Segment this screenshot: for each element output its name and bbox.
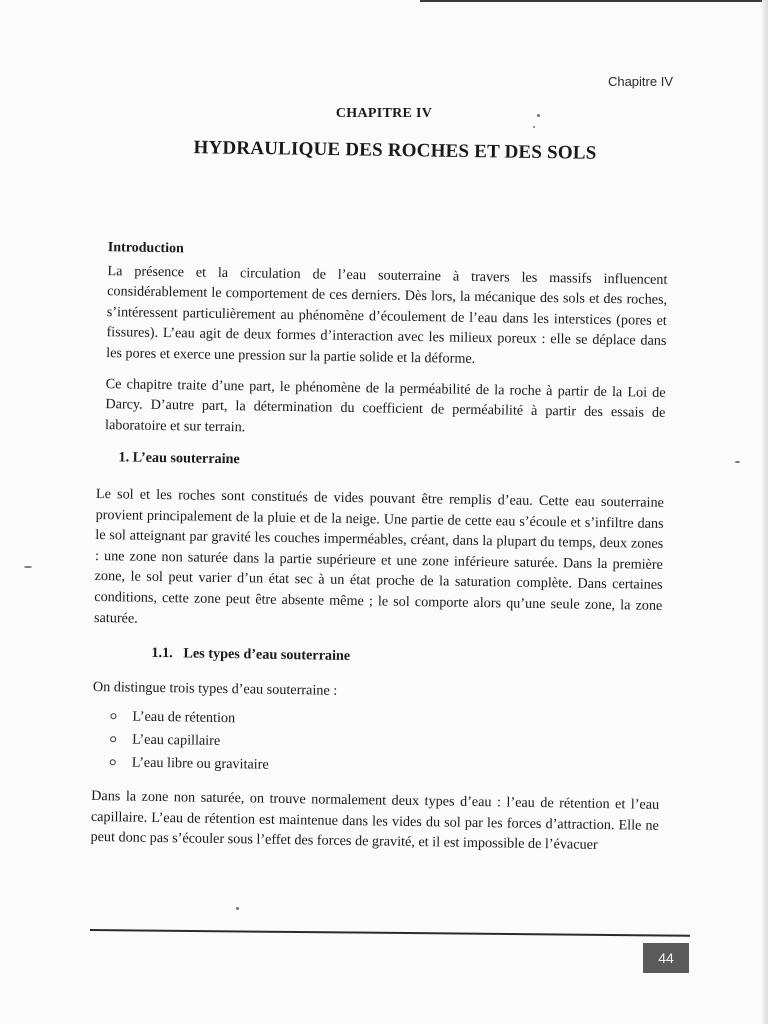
list-item-text: L’eau de rétention [132,708,236,727]
scan-speck [24,566,32,568]
scan-speck [533,126,535,128]
scan-speck [735,461,740,463]
list-item-text: L’eau capillaire [131,731,221,750]
body-text [90,238,668,857]
bullet-icon [110,714,116,720]
section-1-1-title: Les types d’eau souterraine [183,645,351,665]
introduction-paragraph-1: La présence et la circulation de l’eau souterraine à travers les massifs influencent considérablement le comportement de ces derniers. Dès lors, la mécanique des sols et des roches, s’intéressent particulièrement au phénomène d’écoulement de l’eau dans les interstices (pores et fissures). L’eau agit de deux formes d’interaction avec les milieux poreux : elle se déplace dans les pores et exerce une pression sur la partie solide et la déforme. [106,262,668,367]
section-1-1-number: 1.1. [151,644,173,662]
running-head: Chapitre IV [607,74,673,89]
chapter-label: CHAPITRE IV [335,106,433,121]
section-1-1-paragraph: Dans la zone non saturée, on trouve normalement deux types d’eau : l’eau de rétention et l’eau capillaire. L’eau de rétention est maintenue dans les vides du sol par les forces d’attraction. Elle ne peut donc pas s’écouler sous l’effet des forces de gravité, et il est impossible de l’évacuer [90,788,660,854]
footer-rule [90,929,690,937]
section-1-1-heading [151,643,661,672]
types-intro: On distingue trois types d’eau souterraine : [92,678,338,699]
scan-edge-top [420,0,768,2]
list-item-text: L’eau libre ou gravitaire [131,754,269,773]
water-types-list [92,705,661,783]
introduction-paragraph-2: Ce chapitre traite d’une part, le phénomène de la perméabilité de la roche à partir de la Loi de Darcy. D’autre part, la détermination du coefficient de perméabilité à partir des essais de laboratoire et sur terrain. [104,375,666,436]
section-1-heading: 1. L’eau souterraine [118,449,240,468]
bullet-icon [110,759,116,765]
bullet-icon [110,737,116,743]
chapter-title: HYDRAULIQUE DES ROCHES ET DES SOLS [193,137,597,164]
section-1-paragraph: Le sol et les roches sont constitués de vides pouvant être remplis d’eau. Cette eau souterraine provient principalement de la pluie et de la neige. Une partie de cette eau s’écoule et s’infiltre dans le sol atteignant par gravité les couches imperméables, créant, dans la plupart du temps, deux zones : une zone non saturée dans la partie supérieure et une zone inférieure saturée. Dans la première zone, le sol peut varier d’un état sec à un état proche de la saturation complète. Dans certaines conditions, cette zone peut être absente même ; le sol comporte alors qu’une seule zone, la zone saturée. [93,485,665,627]
page-number: 44 [643,943,689,973]
introduction-heading: Introduction [107,240,184,257]
scan-speck [537,114,540,117]
scan-speck [236,907,239,910]
